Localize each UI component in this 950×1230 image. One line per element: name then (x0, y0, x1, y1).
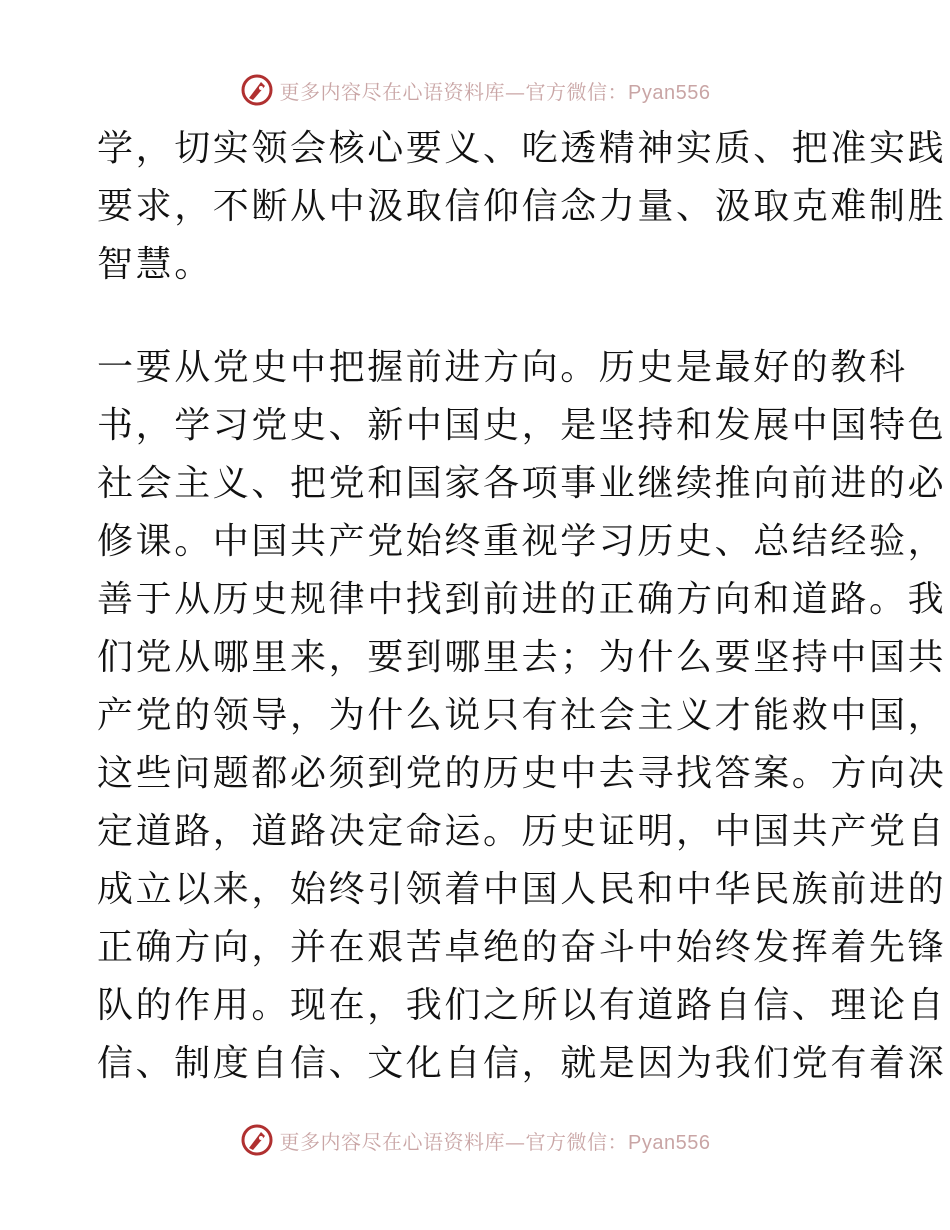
footer-watermark (0, 1120, 950, 1160)
text-line: 善于从历史规律中找到前进的正确方向和道路。我 (97, 579, 947, 620)
text-line: 要求，不断从中汲取信仰信念力量、汲取克难制胜 (97, 186, 947, 227)
text-line: 正确方向，并在艰苦卓绝的奋斗中始终发挥着先锋 (97, 927, 947, 968)
document-body (97, 120, 947, 1093)
pen-nib-logo-icon (240, 1123, 274, 1157)
paragraph-1 (97, 120, 947, 294)
header-watermark (0, 70, 950, 110)
paragraph-gap (97, 294, 857, 339)
text-line: 成立以来，始终引领着中国人民和中华民族前进的 (97, 869, 947, 910)
text-line: 产党的领导，为什么说只有社会主义才能救中国， (97, 695, 947, 736)
text-line: 社会主义、把党和国家各项事业继续推向前进的必 (97, 463, 947, 504)
text-line: 书，学习党史、新中国史，是坚持和发展中国特色 (97, 405, 947, 446)
text-line: 定道路，道路决定命运。历史证明，中国共产党自 (97, 811, 947, 852)
paragraph-2 (97, 339, 947, 1093)
pen-nib-logo-icon (240, 73, 274, 107)
text-line: 修课。中国共产党始终重视学习历史、总结经验， (97, 521, 947, 562)
wechat-id: Pyan556 (628, 81, 711, 104)
text-line: 队的作用。现在，我们之所以有道路自信、理论自 (97, 985, 947, 1026)
text-line: 们党从哪里来，要到哪里去；为什么要坚持中国共 (97, 637, 947, 678)
text-line: 智慧。 (97, 244, 213, 285)
watermark-text: 更多内容尽在心语资料库—官方微信：Pyan556 (279, 1129, 711, 1154)
text-line: 一要从党史中把握前进方向。历史是最好的教科 (97, 347, 908, 388)
text-line: 信、制度自信、文化自信，就是因为我们党有着深 (97, 1043, 947, 1084)
text-line: 学，切实领会核心要义、吃透精神实质、把准实践 (97, 128, 947, 169)
watermark-text: 更多内容尽在心语资料库—官方微信：Pyan556 (279, 79, 711, 104)
text-line: 这些问题都必须到党的历史中去寻找答案。方向决 (97, 753, 947, 794)
wechat-id: Pyan556 (628, 1131, 711, 1154)
